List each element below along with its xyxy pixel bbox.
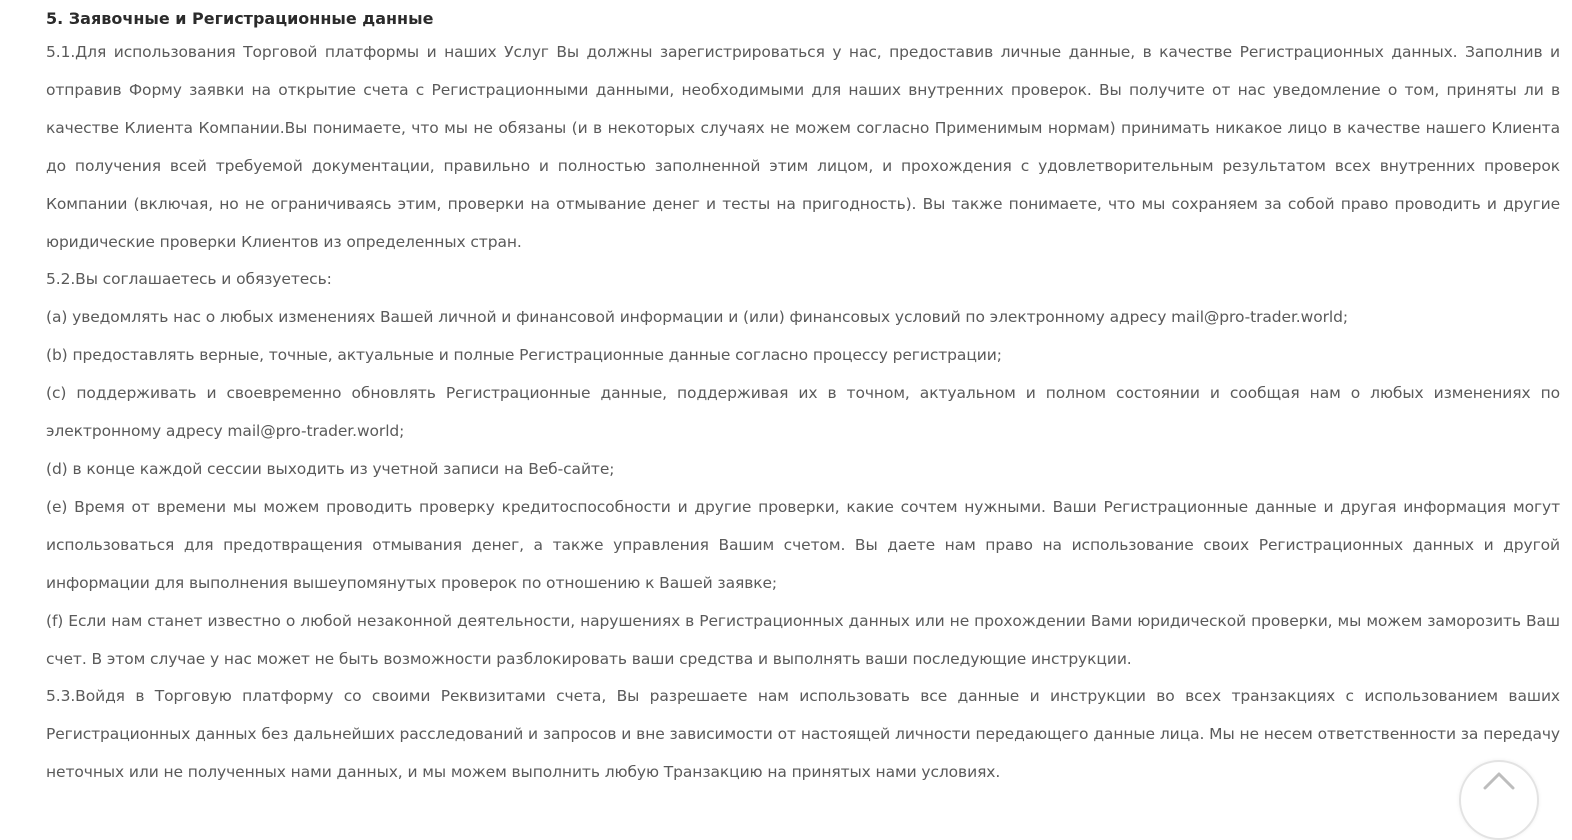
list-item-d: (d) в конце каждой сессии выходить из учетной записи на Веб-сайте; <box>46 459 615 478</box>
list-item-a: (a) уведомлять нас о любых изменениях Вашей личной и финансовой информации и (или) финансовых условий по электронному адресу mail@pro-trader.world; <box>46 308 1348 327</box>
document-content <box>46 4 1560 792</box>
list-item-c: (c) поддерживать и своевременно обновлять Регистрационные данные, поддерживая их в точном, актуальном и полном состоянии и сообщая нам о любых изменениях по электронному адресу mail@pro-trader.world; <box>46 384 1560 441</box>
scroll-to-top-button[interactable] <box>1459 760 1539 840</box>
section-title: 5. Заявочные и Регистрационные данные <box>46 9 434 28</box>
paragraph-5-2: 5.2.Вы соглашаетесь и обязуетесь: <box>46 270 332 289</box>
paragraph-5-1: 5.1.Для использования Торговой платформы и наших Услуг Вы должны зарегистрироваться у нас, предоставив личные данные, в качестве Регистрационных данных. Заполнив и отправив Форму заявки на открытие счета с Регистрационными данными, необходимыми для наших внутренних проверок. Вы получите от нас уведомление о том, приняты ли в качестве Клиента Компании.Вы понимаете, что мы не обязаны (и в некоторых случаях не можем согласно Применимым нормам) принимать никакое лицо в качестве нашего Клиента до получения всей требуемой документации, правильно и полностью заполненной этим лицом, и прохождения с удовлетворительным результатом всех внутренних проверок Компании (включая, но не ограничиваясь этим, проверки на отмывание денег и тесты на пригодность). Вы также понимаете, что мы сохраняем за собой право проводить и другие юридические проверки Клиентов из определенных стран. <box>46 43 1560 251</box>
list-item-f: (f) Если нам станет известно о любой незаконной деятельности, нарушениях в Регистрационных данных или не прохождении Вами юридической проверки, мы можем заморозить Ваш счет. В этом случае у нас может не быть возможности разблокировать ваши средства и выполнять ваши последующие инструкции. <box>46 611 1560 668</box>
paragraph-5-3: 5.3.Войдя в Торговую платформу со своими Реквизитами счета, Вы разрешаете нам использовать все данные и инструкции во всех транзакциях с использованием ваших Регистрационных данных без дальнейших расследований и запросов и вне зависимости от настоящей личности передающего данные лица. Мы не несем ответственности за передачу неточных или не полученных нами данных, и мы можем выполнить любую Транзакцию на принятых нами условиях. <box>46 687 1560 782</box>
list-item-b: (b) предоставлять верные, точные, актуальные и полные Регистрационные данные согласно процессу регистрации; <box>46 346 1002 365</box>
list-item-e: (e) Время от времени мы можем проводить проверку кредитоспособности и другие проверки, какие сочтем нужными. Ваши Регистрационные данные и другая информация могут использоваться для предотвращения отмывания денег, а также управления Вашим счетом. Вы даете нам право на использование своих Регистрационных данных и другой информации для выполнения вышеупомянутых проверок по отношению к Вашей заявке; <box>46 497 1560 592</box>
chevron-up-icon <box>1483 770 1515 790</box>
